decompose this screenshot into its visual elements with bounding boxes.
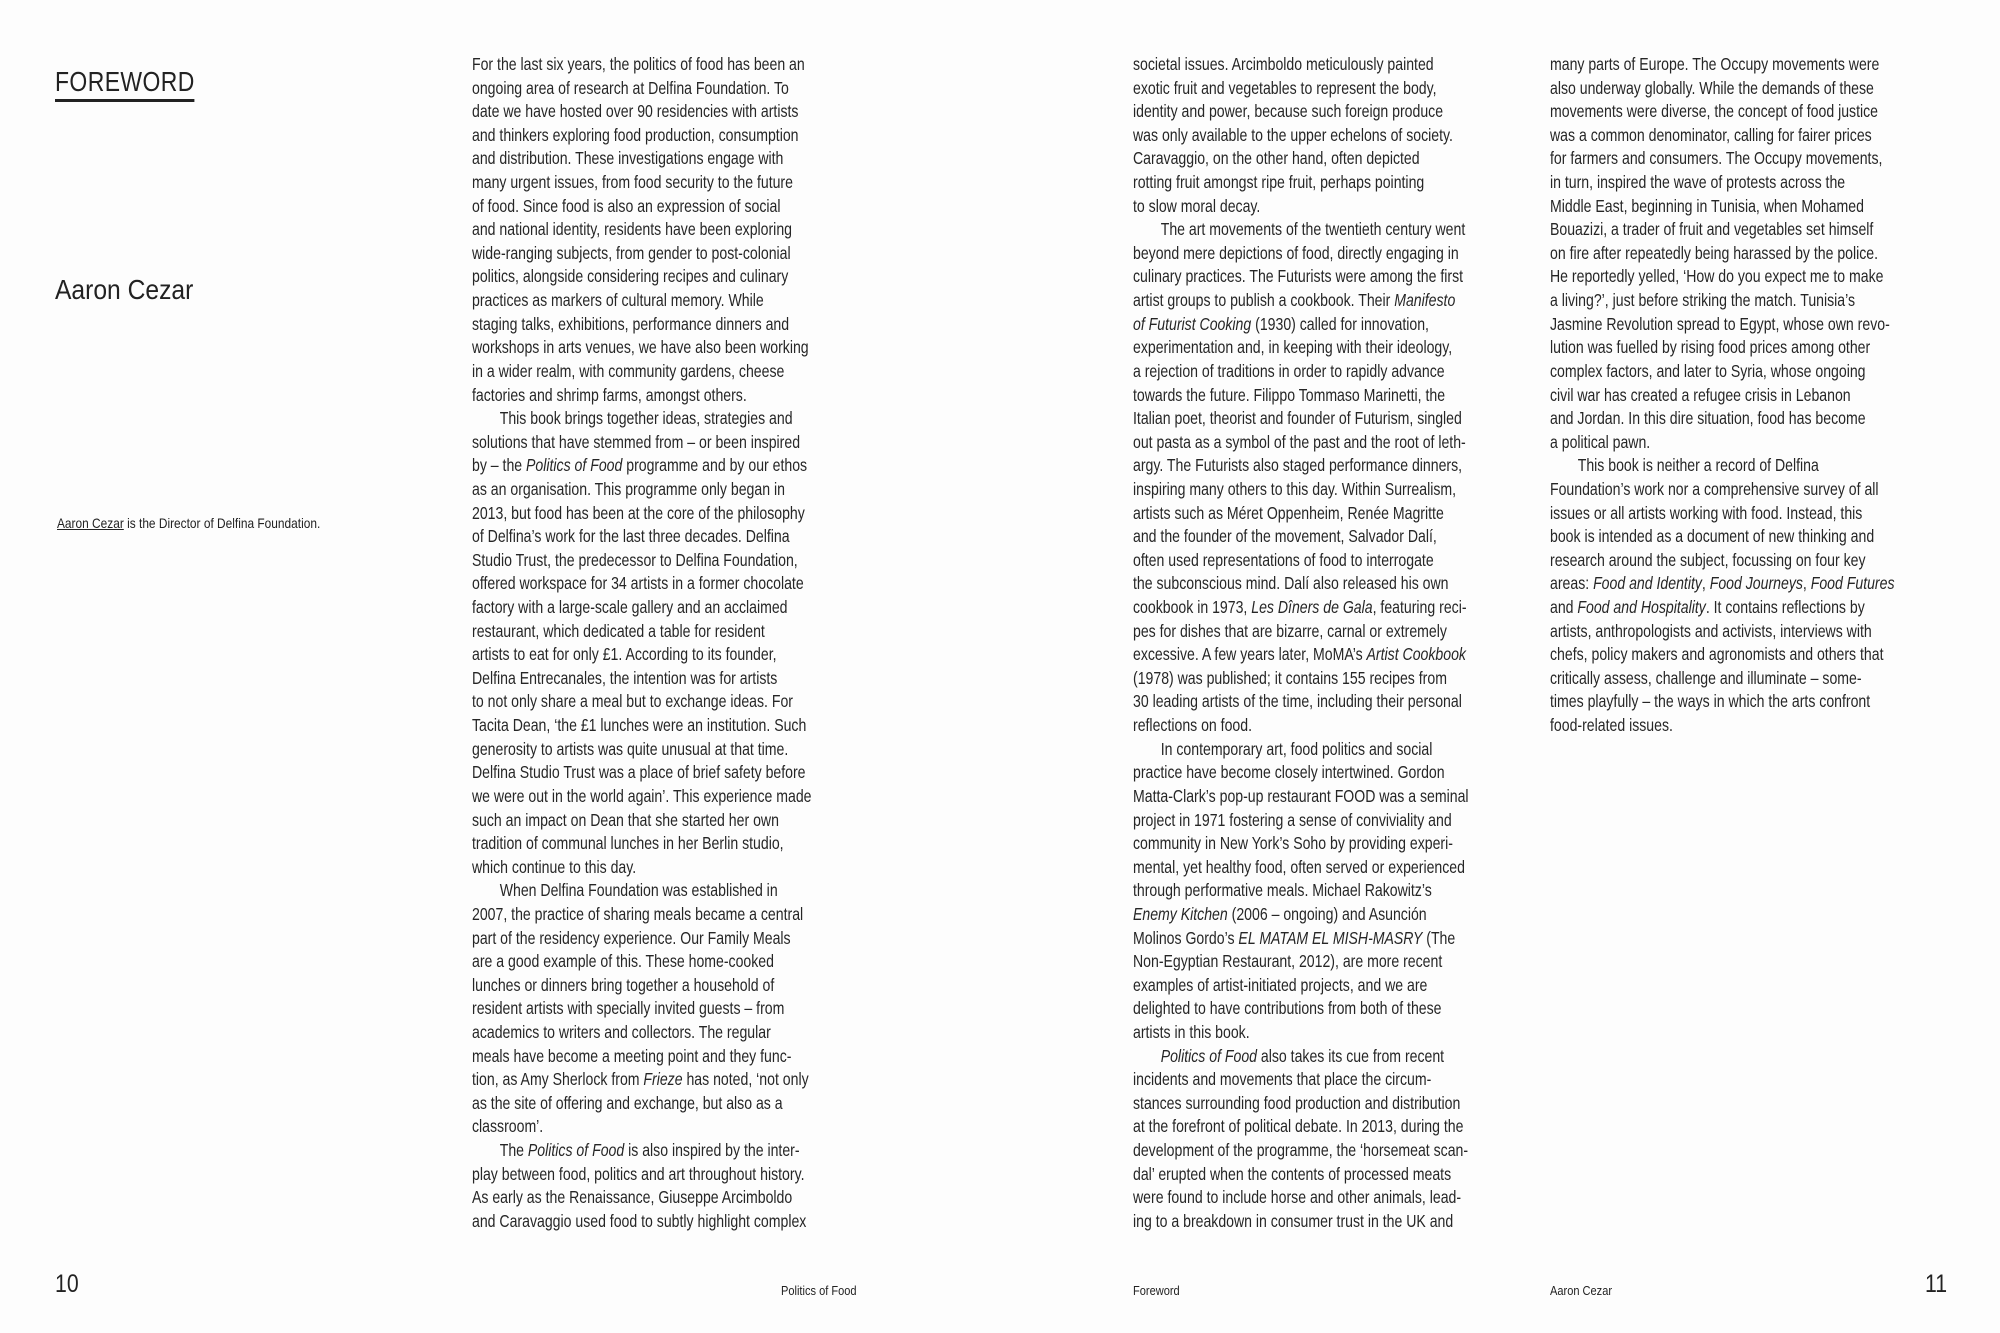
text-run: in turn, inspired the wave of protests across the (1550, 172, 1846, 193)
text-run: Bouazizi, a trader of fruit and vegetables set himself (1550, 219, 1874, 240)
text-run: stances surrounding food production and distribution (1133, 1092, 1461, 1113)
text-run: and (1550, 597, 1578, 618)
text-line (472, 903, 812, 927)
text-line (472, 336, 812, 360)
text-run: research around the subject, focussing on four key (1550, 549, 1866, 570)
running-head-section: Foreword (1133, 1283, 1180, 1298)
text-line (1133, 242, 1469, 266)
text-run: experimentation and, in keeping with their ideology, (1133, 337, 1453, 358)
text-line (472, 313, 812, 337)
text-line (1133, 195, 1469, 219)
text-line (1133, 1163, 1469, 1187)
text-run: (1930) called for innovation, (1251, 313, 1429, 334)
text-run: book is intended as a document of new thinking and (1550, 526, 1875, 547)
text-run: a rejection of traditions in order to rapidly advance (1133, 360, 1445, 381)
text-run: academics to writers and collectors. The regular (472, 1021, 771, 1042)
text-line (1133, 1186, 1469, 1210)
text-line (472, 525, 812, 549)
text-line (1133, 100, 1469, 124)
text-run: is also inspired by the inter- (624, 1140, 800, 1161)
text-line (472, 549, 812, 573)
italic-title: Food and Identity (1593, 573, 1702, 594)
text-run: as an organisation. This programme only began in (472, 478, 785, 499)
text-run: often used representations of food to interrogate (1133, 549, 1434, 570)
text-line (1133, 336, 1469, 360)
text-line (1550, 502, 1895, 526)
text-run: resident artists with specially invited guests – from (472, 998, 785, 1019)
text-line (1133, 903, 1469, 927)
text-run: societal issues. Arcimboldo meticulously painted (1133, 54, 1434, 74)
text-line (472, 124, 812, 148)
text-run: Delfina Studio Trust was a place of brief safety before (472, 762, 806, 783)
text-run: a political pawn. (1550, 431, 1651, 452)
text-column-2 (1133, 53, 1469, 1233)
text-run: artist groups to publish a cookbook. Their (1133, 290, 1395, 311)
text-line (472, 596, 812, 620)
text-run: factory with a large-scale gallery and an acclaimed (472, 597, 788, 618)
text-line (472, 1068, 812, 1092)
text-run: 30 leading artists of the time, including their personal (1133, 691, 1462, 712)
text-run: exotic fruit and vegetables to represent the body, (1133, 77, 1437, 98)
text-line (472, 431, 812, 455)
text-line (1550, 596, 1895, 620)
text-line (472, 478, 812, 502)
text-line (472, 714, 812, 738)
text-run: argy. The Futurists also staged performance dinners, (1133, 455, 1463, 476)
text-run: (1978) was published; it contains 155 recipes from (1133, 667, 1447, 688)
text-run: a living?’, just before striking the match. Tunisia’s (1550, 290, 1856, 311)
text-run: Jasmine Revolution spread to Egypt, whose own revo- (1550, 313, 1890, 334)
italic-title: Les Dîners de Gala (1251, 597, 1373, 618)
text-run: Foundation’s work nor a comprehensive survey of all (1550, 478, 1879, 499)
text-run: and Caravaggio used food to subtly highlight complex (472, 1210, 807, 1231)
bio-author-name: Aaron Cezar (57, 515, 124, 531)
text-line (472, 265, 812, 289)
text-run: identity and power, because such foreign produce (1133, 101, 1444, 122)
text-run: workshops in arts venues, we have also been working (472, 337, 809, 358)
text-line (472, 572, 812, 596)
text-run: areas: (1550, 573, 1594, 594)
text-run: culinary practices. The Futurists were among the first (1133, 266, 1464, 287)
text-run: civil war has created a refugee crisis in Lebanon (1550, 384, 1851, 405)
text-run: for farmers and consumers. The Occupy movements, (1550, 148, 1883, 169)
text-run: programme and by our ethos (622, 455, 808, 476)
text-line (1133, 714, 1469, 738)
text-line (1550, 690, 1895, 714)
italic-title: Politics of Food (527, 1140, 625, 1161)
text-line (1133, 572, 1469, 596)
text-run: This book brings together ideas, strategies and (499, 408, 793, 429)
text-line (472, 927, 812, 951)
text-run: The (499, 1140, 528, 1161)
text-line (1133, 1021, 1469, 1045)
text-run: , (1802, 573, 1811, 594)
text-line (472, 1021, 812, 1045)
text-line (1133, 856, 1469, 880)
text-line (1550, 195, 1895, 219)
text-line (472, 738, 812, 762)
italic-title: EL MATAM EL MISH-MASRY (1238, 927, 1423, 948)
text-run: many parts of Europe. The Occupy movements were (1550, 54, 1880, 74)
text-line (472, 1115, 812, 1139)
text-line (1133, 643, 1469, 667)
text-run: also underway globally. While the demands of these (1550, 77, 1874, 98)
text-run: at the forefront of political debate. In 2013, during the (1133, 1116, 1464, 1137)
text-run: solutions that have stemmed from – or been inspired (472, 431, 801, 452)
text-run: to slow moral decay. (1133, 195, 1261, 216)
text-run: of food. Since food is also an expression of social (472, 195, 781, 216)
text-line (472, 289, 812, 313)
text-run: project in 1971 fostering a sense of conviviality and (1133, 809, 1452, 830)
text-run: was a common denominator, calling for fairer prices (1550, 124, 1872, 145)
text-line (1550, 478, 1895, 502)
text-run: ing to a breakdown in consumer trust in the UK and (1133, 1210, 1454, 1231)
text-run: artists, anthropologists and activists, interviews with (1550, 620, 1872, 641)
text-run: wide-ranging subjects, from gender to post-colonial (472, 242, 791, 263)
text-line (1133, 738, 1469, 762)
text-run: beyond mere depictions of food, directly engaging in (1133, 242, 1459, 263)
text-line (1550, 336, 1895, 360)
text-line (472, 147, 812, 171)
text-run: chefs, policy makers and agronomists and others that (1550, 644, 1884, 665)
text-run: was only available to the upper echelons of society. (1133, 124, 1453, 145)
text-run: in a wider realm, with community gardens, cheese (472, 360, 785, 381)
text-run: date we have hosted over 90 residencies with artists (472, 101, 799, 122)
text-run: play between food, politics and art throughout history. (472, 1163, 805, 1184)
text-line (1133, 407, 1469, 431)
text-run: food-related issues. (1550, 715, 1673, 736)
running-head-book-title: Politics of Food (781, 1283, 857, 1298)
italic-title: Food and Hospitality (1577, 597, 1706, 618)
text-run: tion, as Amy Sherlock from (472, 1069, 644, 1090)
text-run: reflections on food. (1133, 715, 1253, 736)
text-line (1133, 667, 1469, 691)
text-line (472, 1163, 812, 1187)
text-line (1550, 77, 1895, 101)
text-run: community in New York’s Soho by providing experi- (1133, 833, 1453, 854)
text-line (1133, 549, 1469, 573)
text-line (1133, 761, 1469, 785)
text-run: tradition of communal lunches in her Berlin studio, (472, 833, 784, 854)
text-line (1550, 171, 1895, 195)
text-run: practices as markers of cultural memory. While (472, 290, 764, 311)
italic-title: Manifesto (1394, 290, 1456, 311)
text-run: out pasta as a symbol of the past and the root of leth- (1133, 431, 1466, 452)
text-line (1133, 147, 1469, 171)
text-run: excessive. A few years later, MoMA’s (1133, 644, 1367, 665)
italic-title: Politics of Food (526, 455, 623, 476)
text-line (1550, 218, 1895, 242)
text-run: rotting fruit amongst ripe fruit, perhaps pointing (1133, 172, 1425, 193)
text-run: times playfully – the ways in which the arts confront (1550, 691, 1871, 712)
italic-title: Politics of Food (1160, 1045, 1258, 1066)
text-run: which continue to this day. (472, 856, 637, 877)
text-line (1133, 1115, 1469, 1139)
text-line (1550, 313, 1895, 337)
text-line (472, 856, 812, 880)
text-line (472, 879, 812, 903)
text-line (472, 690, 812, 714)
text-run: artists in this book. (1133, 1021, 1250, 1042)
text-line (472, 974, 812, 998)
text-line (472, 77, 812, 101)
text-run: development of the programme, the ‘horsemeat scan- (1133, 1140, 1469, 1161)
text-run: generosity to artists was quite unusual at that time. (472, 738, 789, 759)
text-run: lunches or dinners bring together a household of (472, 974, 775, 995)
text-line (472, 950, 812, 974)
text-line (472, 1045, 812, 1069)
text-run: When Delfina Foundation was established in (499, 880, 778, 901)
text-run: As early as the Renaissance, Giuseppe Arcimboldo (472, 1187, 793, 1208)
text-line (472, 761, 812, 785)
text-run: classroom’. (472, 1116, 544, 1137)
text-line (1133, 360, 1469, 384)
text-run: as the site of offering and exchange, but also as a (472, 1092, 783, 1113)
text-run: many urgent issues, from food security to the future (472, 172, 793, 193)
text-line (472, 643, 812, 667)
text-line (472, 218, 812, 242)
text-line (472, 667, 812, 691)
italic-title: of Futurist Cooking (1133, 313, 1252, 334)
text-column-1 (472, 53, 812, 1233)
text-line (1550, 714, 1895, 738)
text-run: we were out in the world again’. This experience made (472, 785, 812, 806)
italic-title: Food Journeys (1709, 573, 1803, 594)
text-line (1133, 525, 1469, 549)
text-line (1133, 313, 1469, 337)
text-run: meals have become a meeting point and they func- (472, 1045, 792, 1066)
text-run: Non-Egyptian Restaurant, 2012), are more recent (1133, 951, 1443, 972)
text-run: to not only share a meal but to exchange ideas. For (472, 691, 794, 712)
text-run: and thinkers exploring food production, consumption (472, 124, 799, 145)
text-run: towards the future. Filippo Tommaso Marinetti, the (1133, 384, 1446, 405)
text-run: the subconscious mind. Dalí also released his own (1133, 573, 1449, 594)
text-run: In contemporary art, food politics and social (1160, 738, 1433, 759)
text-run: cookbook in 1973, (1133, 597, 1252, 618)
text-line (1133, 218, 1469, 242)
text-line (1133, 785, 1469, 809)
text-column-3 (1550, 53, 1895, 738)
text-line (1550, 667, 1895, 691)
text-line (472, 502, 812, 526)
text-run: Molinos Gordo’s (1133, 927, 1239, 948)
text-line (1550, 384, 1895, 408)
text-line (1550, 525, 1895, 549)
text-line (472, 785, 812, 809)
text-run: offered workspace for 34 artists in a former chocolate (472, 573, 804, 594)
text-line (1133, 620, 1469, 644)
text-line (1550, 620, 1895, 644)
text-line (1133, 997, 1469, 1021)
text-run: Tacita Dean, ‘the £1 lunches were an institution. Such (472, 715, 807, 736)
text-run: practice have become closely intertwined. Gordon (1133, 762, 1445, 783)
text-run: (The (1422, 927, 1456, 948)
text-run: He reportedly yelled, ‘How do you expect me to make (1550, 266, 1884, 287)
text-line (1133, 1045, 1469, 1069)
text-run: artists such as Méret Oppenheim, Renée Magritte (1133, 502, 1444, 523)
text-run: Caravaggio, on the other hand, often depicted (1133, 148, 1420, 169)
text-run: Middle East, beginning in Tunisia, when Mohamed (1550, 195, 1864, 216)
text-line (1550, 265, 1895, 289)
text-line (472, 195, 812, 219)
text-line (472, 100, 812, 124)
text-line (1133, 809, 1469, 833)
text-run: complex factors, and later to Syria, whose ongoing (1550, 360, 1866, 381)
text-run: through performative meals. Michael Rakowitz’s (1133, 880, 1432, 901)
text-line (1133, 596, 1469, 620)
text-run: ongoing area of research at Delfina Foundation. To (472, 77, 789, 98)
text-line (1133, 171, 1469, 195)
text-run: restaurant, which dedicated a table for resident (472, 620, 765, 641)
text-line (472, 53, 812, 77)
text-line (1133, 454, 1469, 478)
text-line (1133, 384, 1469, 408)
text-line (1133, 289, 1469, 313)
text-run: and distribution. These investigations engage with (472, 148, 784, 169)
text-line (1133, 927, 1469, 951)
running-head-author: Aaron Cezar (1550, 1283, 1613, 1298)
text-run: inspiring many others to this day. Within Surrealism, (1133, 478, 1457, 499)
text-line (1550, 124, 1895, 148)
text-run: Matta-Clark’s pop-up restaurant FOOD was a seminal (1133, 785, 1469, 806)
text-run: This book is neither a record of Delfina (1577, 455, 1819, 476)
italic-title: Frieze (643, 1069, 683, 1090)
page-number-left: 10 (55, 1270, 79, 1298)
text-line (1133, 1139, 1469, 1163)
text-line (1133, 431, 1469, 455)
text-run: 2013, but food has been at the core of the philosophy (472, 502, 805, 523)
text-run: (2006 – ongoing) and Asunción (1227, 903, 1427, 924)
text-run: mental, yet healthy food, often served or experienced (1133, 856, 1465, 877)
text-line (1550, 242, 1895, 266)
author-name: Aaron Cezar (55, 274, 194, 305)
text-run: Delfina Entrecanales, the intention was for artists (472, 667, 778, 688)
text-line (1133, 690, 1469, 714)
text-run: incidents and movements that place the circum- (1133, 1069, 1432, 1090)
text-line (1550, 53, 1895, 77)
text-line (1133, 77, 1469, 101)
text-run: part of the residency experience. Our Family Meals (472, 927, 791, 948)
text-run: staging talks, exhibitions, performance dinners and (472, 313, 790, 334)
text-run: of Delfina’s work for the last three decades. Delfina (472, 526, 790, 547)
section-title: FOREWORD (55, 66, 195, 102)
text-line (472, 242, 812, 266)
text-line (1133, 1068, 1469, 1092)
text-line (1133, 950, 1469, 974)
text-line (472, 832, 812, 856)
text-line (1550, 572, 1895, 596)
text-line (1550, 289, 1895, 313)
right-page (1000, 0, 2000, 1333)
text-run: were found to include horse and other animals, lead- (1133, 1187, 1462, 1208)
text-run: dal’ erupted when the contents of processed meats (1133, 1163, 1452, 1184)
text-line (1133, 1210, 1469, 1234)
text-line (1550, 643, 1895, 667)
text-run: factories and shrimp farms, amongst others. (472, 384, 747, 405)
text-line (1550, 147, 1895, 171)
page-number-right: 11 (1925, 1270, 1948, 1298)
text-run: lution was fuelled by rising food prices among other (1550, 337, 1871, 358)
text-run: artists to eat for only £1. According to its founder, (472, 644, 777, 665)
text-run: critically assess, challenge and illuminate – some- (1550, 667, 1862, 688)
text-run: 2007, the practice of sharing meals became a central (472, 903, 804, 924)
text-line (1133, 879, 1469, 903)
text-run: examples of artist-initiated projects, and we are (1133, 974, 1428, 995)
text-line (1133, 1092, 1469, 1116)
text-run: movements were diverse, the concept of food justice (1550, 101, 1879, 122)
text-run: Italian poet, theorist and founder of Futurism, singled (1133, 408, 1462, 429)
text-line (472, 620, 812, 644)
text-line (1550, 407, 1895, 431)
text-line (472, 454, 812, 478)
text-line (1133, 53, 1469, 77)
text-run: politics, alongside considering recipes and culinary (472, 266, 789, 287)
text-line (1550, 100, 1895, 124)
text-line (1133, 124, 1469, 148)
text-line (1550, 360, 1895, 384)
text-run: and national identity, residents have been exploring (472, 219, 792, 240)
text-line (472, 1186, 812, 1210)
text-run: . It contains reflections by (1705, 597, 1865, 618)
text-line (472, 997, 812, 1021)
text-run: on fire after repeatedly being harassed by the police. (1550, 242, 1879, 263)
text-line (472, 407, 812, 431)
author-bio (57, 515, 320, 531)
text-line (1550, 454, 1895, 478)
italic-title: Artist Cookbook (1366, 644, 1466, 665)
text-run: are a good example of this. These home-cooked (472, 951, 774, 972)
italic-title: Enemy Kitchen (1133, 903, 1228, 924)
text-line (1133, 502, 1469, 526)
text-line (1133, 974, 1469, 998)
text-line (1133, 478, 1469, 502)
text-run: pes for dishes that are bizarre, carnal or extremely (1133, 620, 1447, 641)
text-run: , (1701, 573, 1710, 594)
text-run: has noted, ‘not only (682, 1069, 809, 1090)
text-line (1550, 549, 1895, 573)
text-line (1133, 265, 1469, 289)
text-line (472, 809, 812, 833)
text-run: and Jordan. In this dire situation, food has become (1550, 408, 1866, 429)
bio-text: is the Director of Delfina Foundation. (123, 515, 321, 531)
text-run: also takes its cue from recent (1257, 1045, 1445, 1066)
text-line (472, 360, 812, 384)
text-line (472, 1139, 812, 1163)
text-line (472, 1210, 812, 1234)
italic-title: Food Futures (1810, 573, 1895, 594)
text-run: For the last six years, the politics of food has been an (472, 54, 805, 74)
text-run: Studio Trust, the predecessor to Delfina Foundation, (472, 549, 798, 570)
text-line (472, 1092, 812, 1116)
text-line (1550, 431, 1895, 455)
text-line (472, 171, 812, 195)
text-line (472, 384, 812, 408)
text-run: delighted to have contributions from both of these (1133, 998, 1442, 1019)
text-run: and the founder of the movement, Salvador Dalí, (1133, 526, 1437, 547)
text-run: The art movements of the twentieth century went (1160, 219, 1466, 240)
text-run: , featuring reci- (1372, 597, 1467, 618)
text-line (1133, 832, 1469, 856)
text-run: by – the (472, 455, 527, 476)
text-run: such an impact on Dean that she started her own (472, 809, 779, 830)
text-run: issues or all artists working with food. Instead, this (1550, 502, 1863, 523)
